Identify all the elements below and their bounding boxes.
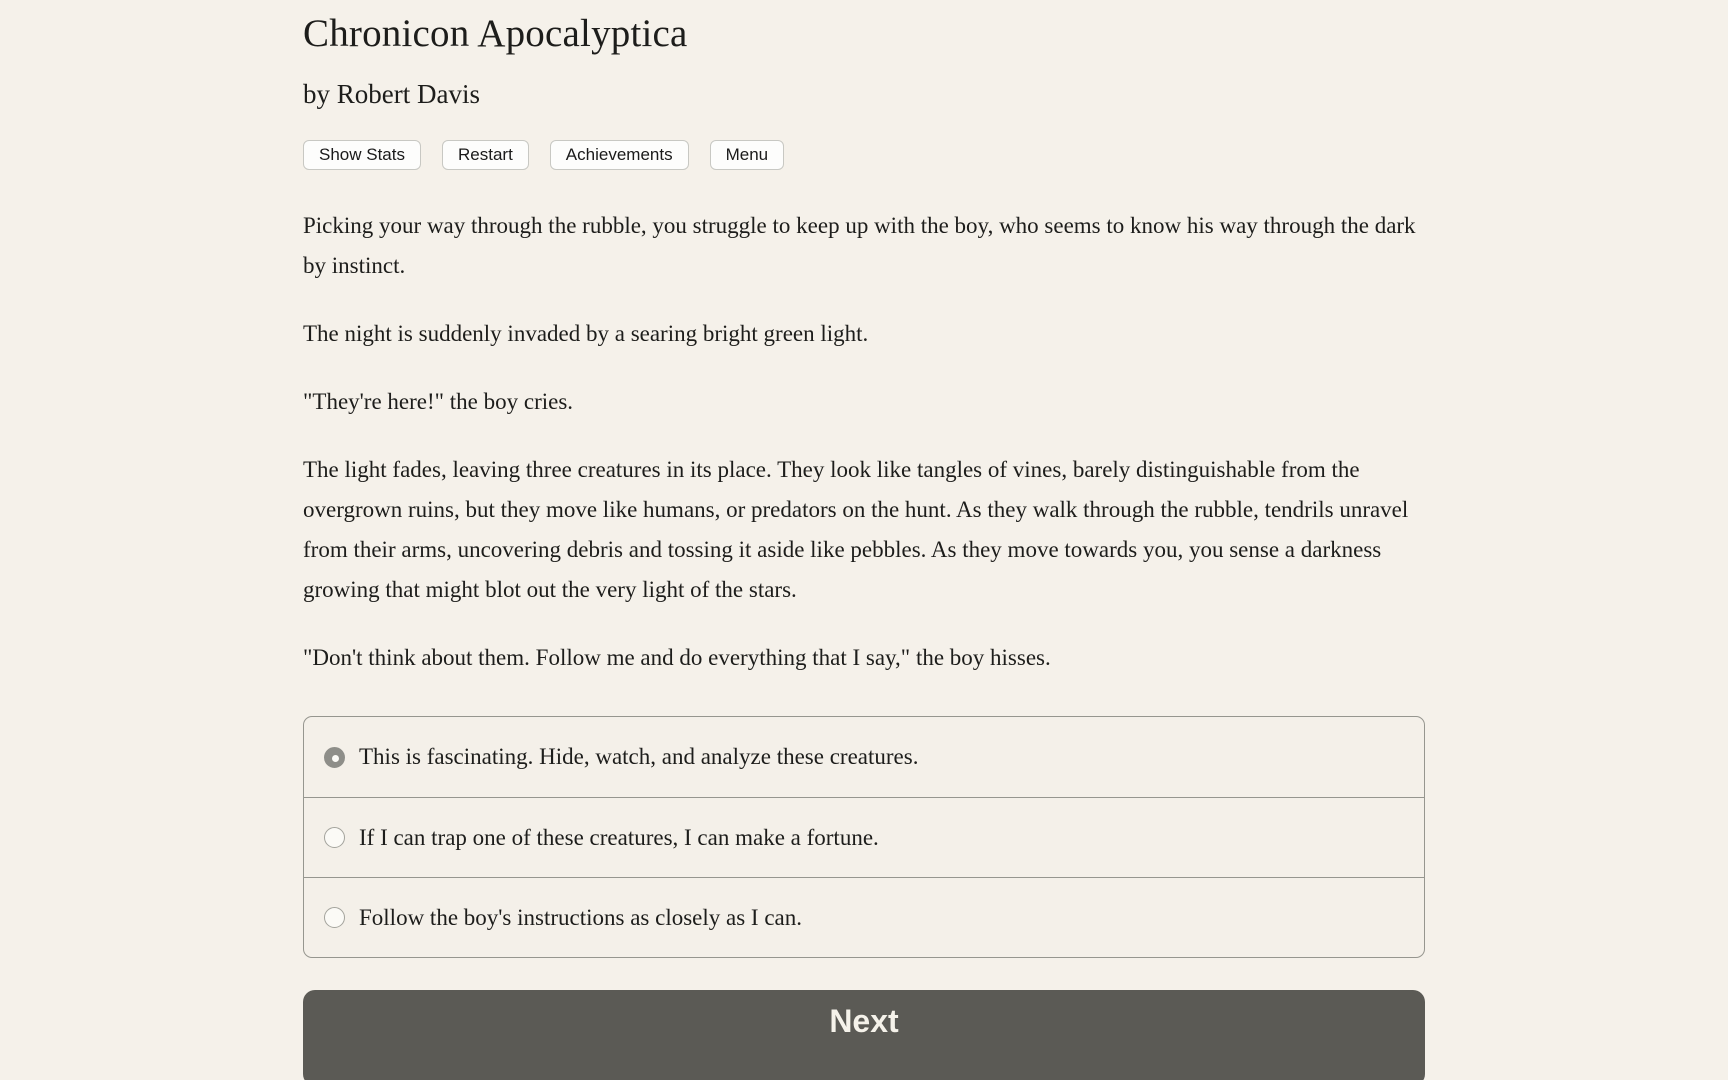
- menu-button[interactable]: Menu: [710, 140, 785, 170]
- choice-option-label: This is fascinating. Hide, watch, and analyze these creatures.: [359, 744, 919, 770]
- choice-option-label: If I can trap one of these creatures, I can make a fortune.: [359, 824, 879, 850]
- show-stats-button[interactable]: Show Stats: [303, 140, 421, 170]
- story-paragraph: Picking your way through the rubble, you struggle to keep up with the boy, who seems to know his way through the dark by instinct.: [303, 213, 1416, 279]
- radio-button-icon[interactable]: [324, 747, 345, 768]
- radio-button-icon[interactable]: [324, 827, 345, 848]
- choice-option-2[interactable]: [304, 797, 1424, 877]
- story-paragraph: The light fades, leaving three creatures in its place. They look like tangles of vines, barely distinguishable from the overgrown ruins, but they move like humans, or predators on the hunt. As they walk through the rubble, tendrils unravel from their arms, uncovering debris and tossing it aside like pebbles. As they move towards you, you sense a darkness growing that might blot out the very light of the stars.: [303, 457, 1409, 603]
- choice-option-1[interactable]: [304, 717, 1424, 797]
- radio-button-icon[interactable]: [324, 907, 345, 928]
- restart-button[interactable]: Restart: [442, 140, 529, 170]
- choice-option-3[interactable]: [304, 877, 1424, 957]
- achievements-button[interactable]: Achievements: [550, 140, 689, 170]
- page-title: Chronicon Apocalyptica: [303, 12, 688, 55]
- story-paragraph: The night is suddenly invaded by a searing bright green light.: [303, 321, 869, 347]
- story-paragraph: "Don't think about them. Follow me and do everything that I say," the boy hisses.: [303, 645, 1051, 671]
- game-page: [303, 0, 1425, 1080]
- toolbar: [303, 140, 1425, 170]
- author-byline: by Robert Davis: [303, 78, 480, 109]
- choice-list: [303, 716, 1425, 958]
- next-button[interactable]: Next: [303, 990, 1425, 1080]
- story-text: [303, 206, 1425, 678]
- story-paragraph: "They're here!" the boy cries.: [303, 389, 574, 415]
- choice-option-label: Follow the boy's instructions as closely as I can.: [359, 904, 802, 930]
